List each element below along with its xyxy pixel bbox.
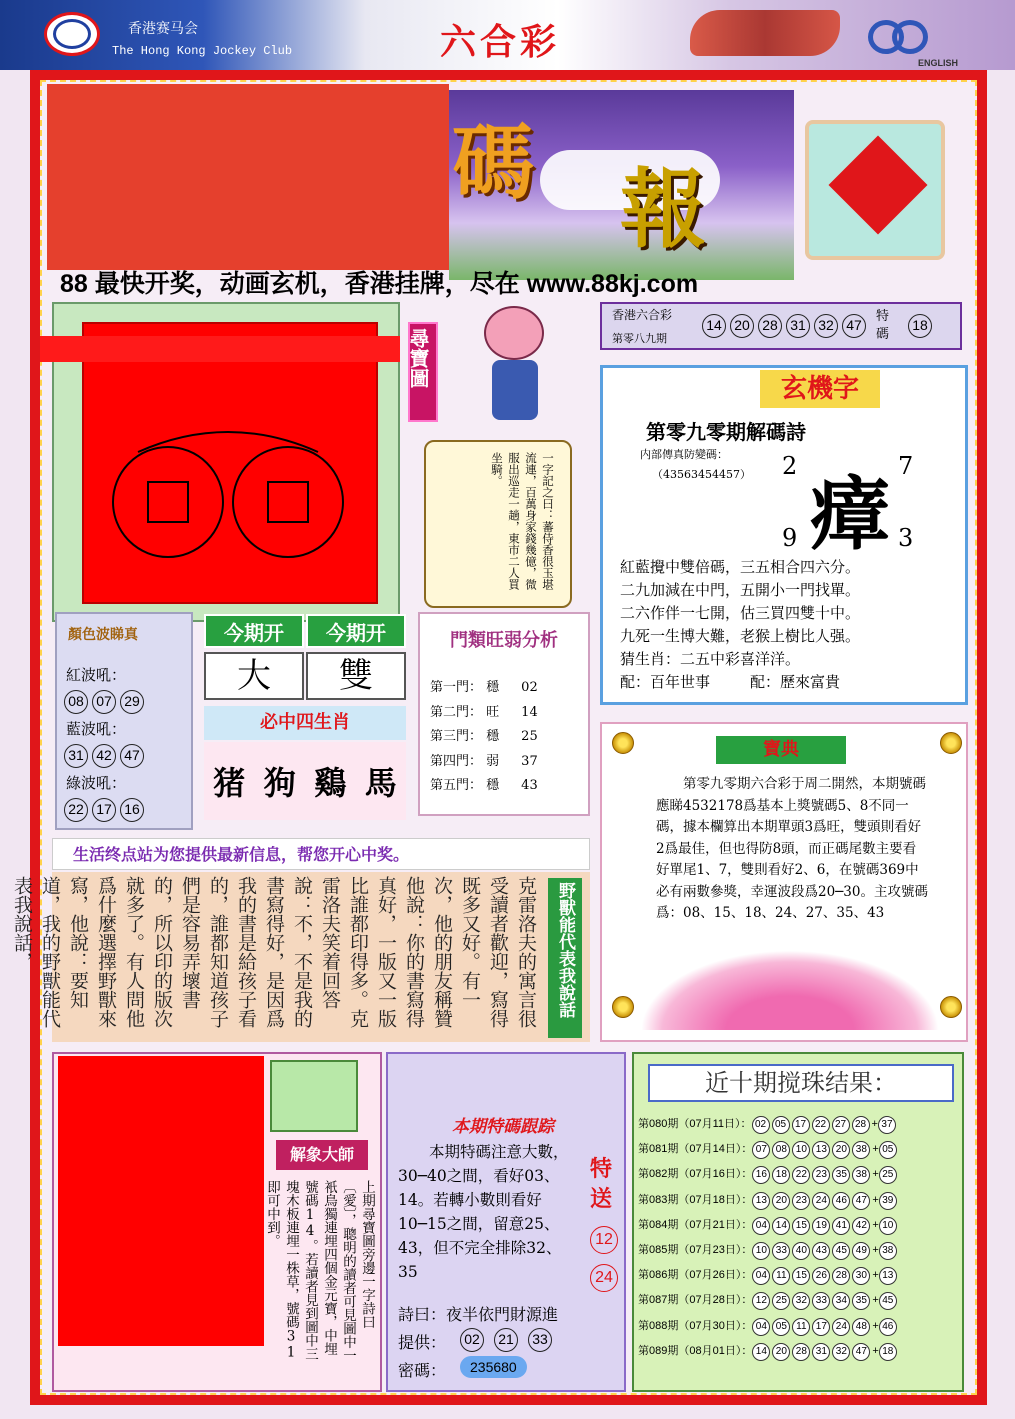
life-banner: 生活终点站为您提供最新信息，帮您开心中奖。 <box>52 838 590 870</box>
result-ball: 33 <box>812 1292 830 1310</box>
result-ball: 31 <box>812 1343 830 1361</box>
result-ball: 45 <box>879 1292 897 1310</box>
result-ball: 41 <box>832 1217 850 1235</box>
ball: 16 <box>120 798 144 822</box>
ball: 07 <box>92 690 116 714</box>
result-ball: 30 <box>852 1267 870 1285</box>
num-tr: 7 <box>898 452 914 480</box>
gate-label: 第三門： <box>430 729 483 744</box>
result-ball: 17 <box>812 1318 830 1336</box>
result-ball: 10 <box>792 1141 810 1159</box>
xuanji-title: 玄機字 <box>760 370 880 408</box>
result-ball: 11 <box>772 1267 790 1285</box>
poem-title: 第零九零期解碼詩 <box>646 420 806 444</box>
result-ball: 35 <box>852 1292 870 1310</box>
bao-character: 報 <box>620 159 706 260</box>
result-row: 第086期（07月26日）： 04 11 15 26 28 30 + 13 <box>638 1263 899 1288</box>
prev-result-label: 香港六合彩 <box>612 308 673 322</box>
zodiac-title: 必中四生肖 <box>204 706 406 740</box>
rings-logo <box>868 20 932 54</box>
pair-2: 配：歷來富貴 <box>750 673 841 691</box>
result-ball: 45 <box>832 1242 850 1260</box>
gate-row <box>430 725 580 750</box>
pair-1: 配：百年世事 <box>620 673 711 691</box>
result-ball: 40 <box>792 1242 810 1260</box>
gate-state: 弱 <box>486 753 500 769</box>
provide-label: 提供： <box>398 1333 447 1352</box>
result-ball: 12 <box>752 1292 770 1310</box>
ball: 32 <box>814 314 838 338</box>
ball: 20 <box>730 314 754 338</box>
club-name-en: The Hong Kong Jockey Club <box>112 44 293 58</box>
num-br: 3 <box>898 524 914 552</box>
result-ball: 17 <box>792 1116 810 1134</box>
english-link[interactable]: ENGLISH <box>918 58 959 68</box>
gates-title: 門類旺弱分析 <box>450 630 558 651</box>
result-row: 第084期（07月21日）： 04 14 15 19 41 42 + 10 <box>638 1213 899 1238</box>
result-ball: 33 <box>772 1242 790 1260</box>
coins-drawing <box>98 412 364 562</box>
result-period: 第085期（07月23日）： <box>638 1244 753 1257</box>
poem-line: 二九加減在中門，五開小一門找單。 <box>620 581 861 599</box>
num-tl: 2 <box>782 452 798 480</box>
jiexiang-text: 上期尋寶圖旁邊一字詩曰〔愛〕，聰明的讀者可見圖中一衹鳥獨連埋四個金元寶，中埋號碼14。若讀者見到圖中三塊木板連埋一株草，號碼31即可中到。 <box>264 1180 375 1363</box>
page-title: 六合彩 <box>440 21 561 63</box>
result-ball: 34 <box>832 1292 850 1310</box>
result-row: 第085期（07月23日）： 10 33 40 43 45 49 + 38 <box>638 1238 899 1263</box>
result-row: 第081期（07月14日）： 07 08 10 13 20 38 + 05 <box>638 1137 899 1162</box>
gold-coin-icon <box>612 996 634 1018</box>
result-ball: 11 <box>792 1318 810 1336</box>
result-ball: 48 <box>852 1318 870 1336</box>
result-row: 第089期（08月01日）： 14 20 28 31 32 47 + 18 <box>638 1339 899 1364</box>
result-period: 第080期（07月11日）： <box>638 1118 752 1130</box>
tracking-text: 本期特碼注意大數，30─40之間，看好03、14。若轉小數則看好10─15之間，留意25、43，但不完全排除32、35 <box>398 1143 569 1281</box>
result-ball: 25 <box>879 1166 897 1184</box>
poem-line: 猜生肖：二五中彩喜洋洋。 <box>620 650 801 668</box>
lotus-graphic <box>640 950 940 1030</box>
result-ball: 27 <box>832 1116 850 1134</box>
gate-number: 37 <box>521 753 538 769</box>
result-ball: 02 <box>752 1116 770 1134</box>
this-period-head-2: 今期开 <box>306 614 406 648</box>
ball: 14 <box>702 314 726 338</box>
result-ball: 07 <box>752 1141 770 1159</box>
result-period: 第089期（08月01日）： <box>638 1344 753 1357</box>
this-period-parity: 雙 <box>306 652 406 700</box>
result-ball: 42 <box>852 1217 870 1235</box>
result-period: 第088期（07月30日）： <box>638 1319 753 1332</box>
ball: 33 <box>528 1328 552 1352</box>
result-ball: 08 <box>772 1141 790 1159</box>
result-row: 第080期（07月11日）： 02 05 17 22 27 28 + 37 <box>638 1112 899 1137</box>
scroll-text: 一字記之曰：蕃侍香很玉堪流連，百萬身家錢幾億，微服出巡走一趟，東市二人買坐騎。 <box>490 452 555 590</box>
ball: 29 <box>120 690 144 714</box>
pig-mascot <box>458 306 558 426</box>
result-period: 第082期（07月16日）： <box>638 1168 753 1181</box>
gate-state: 穩 <box>486 680 500 695</box>
life-side-label: 野獸能代表我說話 <box>548 878 582 1038</box>
ball: 47 <box>842 314 866 338</box>
result-ball: 46 <box>879 1318 897 1336</box>
ball: 28 <box>758 314 782 338</box>
blue-wave-balls <box>64 744 148 768</box>
ball: 47 <box>120 744 144 768</box>
result-ball: 38 <box>879 1242 897 1260</box>
blue-wave-label: 藍波吼： <box>66 720 127 738</box>
gate-number: 43 <box>521 778 538 793</box>
gate-row <box>430 750 580 775</box>
result-ball: 05 <box>879 1141 897 1159</box>
zodiac-box <box>204 742 406 820</box>
result-period: 第083期（07月18日）： <box>638 1193 753 1206</box>
result-ball: 19 <box>812 1217 830 1235</box>
result-period: 第081期（07月14日）： <box>638 1143 753 1156</box>
jiexiang-title: 解象大師 <box>276 1140 368 1170</box>
result-ball: 16 <box>752 1166 770 1184</box>
result-ball: 14 <box>752 1343 770 1361</box>
gate-label: 第五門： <box>430 778 483 793</box>
life-story: 克雷洛夫的寓言很受讀者歡迎，寫得既多又好。有一次，他的朋友稱贊他說：你的書寫得真好，一版又一版比誰都印得多。克雷洛夫笑着回答說：不，不是我的書寫得好，是因爲我的書是給孩子看的，誰都知道孩子們是容易弄壞書的，所以印的版次就多了。有人問他爲什麼選擇野獸來寫，他說：要知道，我的野獸能代表我說話， <box>11 876 537 1028</box>
result-ball: 23 <box>812 1166 830 1184</box>
gate-state: 旺 <box>486 704 500 720</box>
result-period: 第084期（07月21日）： <box>638 1218 753 1231</box>
red-banner-block <box>47 84 449 270</box>
lantern-graphic <box>805 120 945 260</box>
result-ball: 13 <box>879 1267 897 1285</box>
mystery-char: 瘴 <box>810 467 890 561</box>
gift-ball: 12 <box>590 1226 618 1254</box>
horse-graphic <box>690 10 840 56</box>
result-ball: 38 <box>852 1166 870 1184</box>
result-period: 第086期（07月26日）： <box>638 1269 753 1282</box>
result-ball: 15 <box>792 1267 810 1285</box>
result-ball: 18 <box>772 1166 790 1184</box>
gate-row <box>430 676 580 701</box>
result-row: 第088期（07月30日）： 04 05 11 17 24 48 + 46 <box>638 1314 899 1339</box>
baodian-title: 寶典 <box>716 736 846 764</box>
result-ball: 24 <box>832 1318 850 1336</box>
red-wave-balls <box>64 690 148 714</box>
treasure-map-label: 尋寶圖 <box>408 322 438 422</box>
gold-coin-icon <box>940 732 962 754</box>
gate-row <box>430 701 580 726</box>
result-ball: 23 <box>792 1192 810 1210</box>
zodiac: 狗 <box>263 764 296 802</box>
result-ball: 32 <box>832 1343 850 1361</box>
prev-result-period: 第零八九期 <box>612 332 667 345</box>
result-row: 第083期（07月18日）： 13 20 23 24 46 47 + 39 <box>638 1188 899 1213</box>
ball: 31 <box>786 314 810 338</box>
poem-pairs <box>620 671 860 694</box>
gate-label: 第二門： <box>430 704 483 720</box>
gate-label: 第一門： <box>430 680 483 695</box>
result-ball: 15 <box>792 1217 810 1235</box>
recent-title: 近十期搅珠结果： <box>648 1064 954 1102</box>
result-ball: 49 <box>852 1242 870 1260</box>
ball: 08 <box>64 690 88 714</box>
result-row: 第087期（07月28日）： 12 25 32 33 34 35 + 45 <box>638 1288 899 1313</box>
zodiac: 鷄 <box>314 764 347 802</box>
ball: 17 <box>92 798 116 822</box>
result-ball: 22 <box>792 1166 810 1184</box>
result-ball: 14 <box>772 1217 790 1235</box>
result-ball: 38 <box>852 1141 870 1159</box>
xuanji-poem <box>620 556 860 694</box>
result-ball: 13 <box>752 1192 770 1210</box>
poem-line: 紅藍攪中雙倍碼，三五相合四六分。 <box>620 558 861 576</box>
gate-state: 穩 <box>486 729 500 744</box>
ball: 21 <box>494 1328 518 1352</box>
gate-state: 穩 <box>486 778 500 793</box>
result-ball: 20 <box>832 1141 850 1159</box>
result-row: 第082期（07月16日）： 16 18 22 23 35 38 + 25 <box>638 1162 899 1187</box>
ball: 31 <box>64 744 88 768</box>
result-ball: 28 <box>852 1116 870 1134</box>
baodian-text: 第零九零期六合彩于周二開然，本期號碼應睇4532178爲基本上獎號碼5、8不同一碼，據本欄算出本期單頭3爲旺，雙頭則看好2爲最佳，但也得防8頭，而正碼尾數主要看好單尾1、7，雙則看好2、6，在號碼369中必有兩數參獎，幸運波段爲20─30。主攻號碼爲：08、15、18、24、27、35、43 <box>656 776 928 921</box>
green-wave-label: 綠波吼： <box>66 774 127 792</box>
result-ball: 04 <box>752 1267 770 1285</box>
tracking-poem: 詩曰：夜半依門財源進 <box>398 1305 559 1324</box>
result-ball: 04 <box>752 1217 770 1235</box>
code-label: 密碼： <box>398 1361 447 1380</box>
num-bl: 9 <box>782 524 798 552</box>
recent-table <box>638 1112 899 1364</box>
gift-ball: 24 <box>590 1264 618 1292</box>
poem-line: 九死一生博大難，老猴上樹比人强。 <box>620 627 861 645</box>
result-ball: 18 <box>879 1343 897 1361</box>
result-ball: 46 <box>832 1192 850 1210</box>
gate-number: 14 <box>521 704 538 720</box>
result-ball: 47 <box>852 1192 870 1210</box>
result-ball: 26 <box>812 1267 830 1285</box>
tracking-title: 本期特碼跟踪 <box>452 1117 554 1137</box>
ball: 02 <box>460 1328 484 1352</box>
result-ball: 04 <box>752 1318 770 1336</box>
song-label: 送 <box>590 1186 613 1212</box>
result-ball: 20 <box>772 1192 790 1210</box>
result-ball: 24 <box>812 1192 830 1210</box>
zodiac: 馬 <box>364 764 397 802</box>
poem-line: 二六作伴一七開，估三買四雙十中。 <box>620 604 861 622</box>
this-period-size: 大 <box>204 652 304 700</box>
green-wave-balls <box>64 798 148 822</box>
result-ball: 37 <box>878 1116 896 1134</box>
red-wave-label: 紅波吼： <box>66 666 127 684</box>
special-label: 特碼 <box>876 309 890 342</box>
result-ball: 05 <box>772 1116 790 1134</box>
result-ball: 05 <box>772 1318 790 1336</box>
prev-result-balls <box>702 314 870 338</box>
anti-change-code: （43563454457） <box>652 468 751 481</box>
gate-row <box>430 774 580 799</box>
result-ball: 22 <box>812 1116 830 1134</box>
gate-number: 02 <box>521 680 538 695</box>
special-ball: 18 <box>908 314 932 338</box>
provide-balls <box>460 1328 556 1352</box>
ball: 22 <box>64 798 88 822</box>
result-ball: 10 <box>752 1242 770 1260</box>
gold-coin-icon <box>612 732 634 754</box>
result-ball: 20 <box>772 1343 790 1361</box>
result-ball: 25 <box>772 1292 790 1310</box>
code-value: 235680 <box>460 1356 527 1378</box>
red-bar <box>40 336 400 362</box>
result-ball: 43 <box>812 1242 830 1260</box>
result-ball: 13 <box>812 1141 830 1159</box>
club-name-cn: 香港赛马会 <box>128 20 198 36</box>
color-wave-title: 顏色波睇真 <box>68 627 138 643</box>
gates-table <box>430 676 580 799</box>
ma-character: 碼 <box>452 115 535 211</box>
gold-coin-icon <box>940 996 962 1018</box>
zodiac: 猪 <box>213 764 246 802</box>
ball: 42 <box>92 744 116 768</box>
jiexiang-icon <box>270 1060 358 1132</box>
result-ball: 28 <box>832 1267 850 1285</box>
result-ball: 32 <box>792 1292 810 1310</box>
anti-change-note: 内部傳真防變碼： <box>640 448 728 461</box>
this-period-head-1: 今期开 <box>204 614 304 648</box>
gate-number: 25 <box>521 729 538 744</box>
gate-label: 第四門： <box>430 753 483 769</box>
result-ball: 28 <box>792 1343 810 1361</box>
result-ball: 35 <box>832 1166 850 1184</box>
te-label: 特 <box>590 1156 613 1182</box>
jockey-club-logo[interactable] <box>44 12 100 56</box>
result-ball: 47 <box>852 1343 870 1361</box>
result-ball: 39 <box>879 1192 897 1210</box>
promo-line[interactable]: 88 最快开奖，动画玄机，香港挂牌，尽在 www.88kj.com <box>60 270 699 298</box>
result-period: 第087期（07月28日）： <box>638 1294 753 1307</box>
result-ball: 10 <box>879 1217 897 1235</box>
